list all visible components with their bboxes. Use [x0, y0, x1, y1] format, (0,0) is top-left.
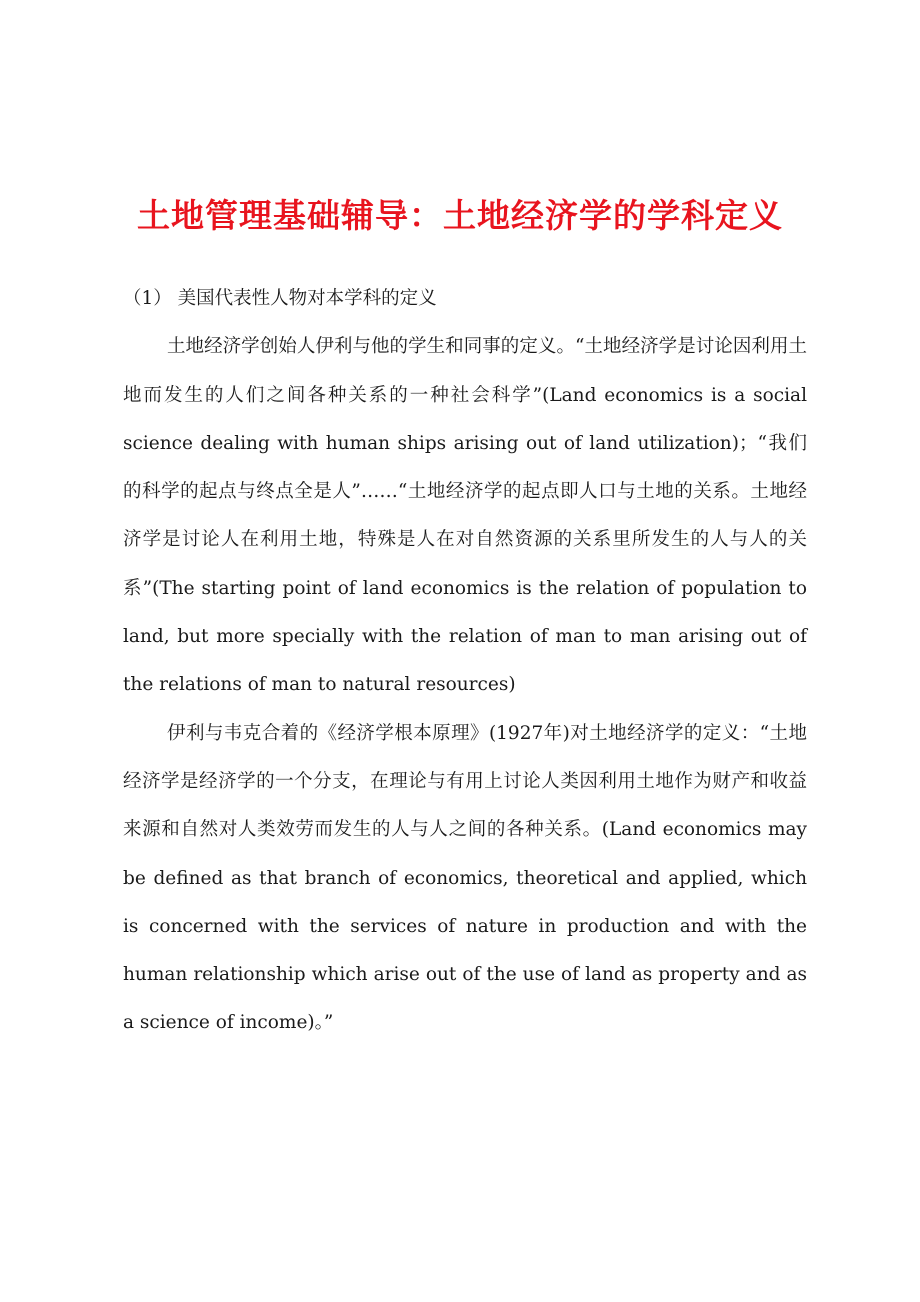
- page-title: 土地管理基础辅导：土地经济学的学科定义: [137, 196, 783, 235]
- paragraph-ely-wehrwein-definition: 伊利与韦克合着的《经济学根本原理》(1927年)对土地经济学的定义：“土地经济学是经济学的一个分支，在理论与有用上讨论人类因利用土地作为财产和收益来源和自然对人类效劳而发生的人与人之间的各种关系。(Land economics may be defined as that branch of economics, theoretical and applied, which is concerned with the services of nature in production and with the human relationship which arise out of the use of land as property and as a science of income)。”: [123, 722, 807, 1034]
- section-heading: （1） 美国代表性人物对本学科的定义: [123, 288, 437, 309]
- document-body: [123, 275, 807, 1048]
- paragraph-ely-definition: 土地经济学创始人伊利与他的学生和同事的定义。“土地经济学是讨论因利用土地而发生的人们之间各种关系的一种社会科学”(Land economics is a social science dealing with human ships arising out of land utilization)；“我们的科学的起点与终点全是人”……“土地经济学的起点即人口与土地的关系。土地经济学是讨论人在利用土地，特殊是人在对自然资源的关系里所发生的人与人的关系”(The starting point of land economics is the relation of population to land, but more specially with the relation of man to man arising out of the relations of man to natural resources): [123, 336, 807, 696]
